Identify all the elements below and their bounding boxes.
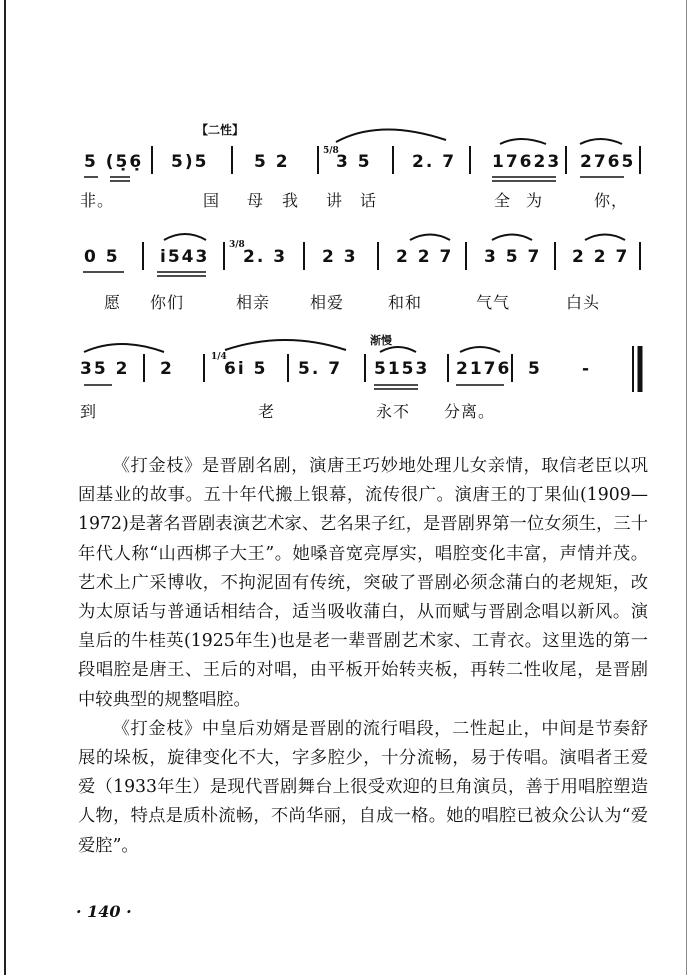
note-group: 2 2 7	[396, 247, 454, 267]
page-number: · 140 ·	[76, 902, 132, 921]
note-group: 2765	[580, 152, 636, 172]
note-group: 5)5	[171, 152, 209, 172]
lyric: 分离。	[444, 402, 496, 421]
lyric: 国	[203, 191, 221, 210]
paragraph: 《打金枝》中皇后劝婿是晋剧的流行唱段，二性起止，中间是节奏舒展的垛板，旋律变化不大，字多腔少，十分流畅，易于传唱。演唱者王爱爱（1933年生）是现代晋剧舞台上很受欢迎的旦角演员，善于用唱腔塑造人物，特点是质朴流畅，不尚华丽，自成一格。她的唱腔已被众公认为“爱爱腔”。	[78, 718, 648, 856]
tempo-tag: 渐慢	[370, 334, 392, 347]
music-score	[0, 0, 690, 430]
lyric: 到	[80, 402, 98, 421]
lyric: 母	[247, 191, 265, 210]
note-group: 2 2 7	[572, 247, 630, 267]
lyric: 讲	[326, 191, 344, 210]
lyric: 你，	[594, 191, 629, 210]
commentary	[78, 452, 648, 861]
note-group: 5. 7	[298, 359, 343, 379]
note-group: 0 5	[84, 247, 120, 267]
lyric: 话	[360, 191, 378, 210]
section-tag: 【二性】	[196, 123, 245, 137]
lyric: 我	[282, 191, 300, 210]
time-signature-2: 3/8	[229, 240, 245, 250]
note-group: 2	[160, 359, 174, 379]
lyric: 白头	[566, 293, 601, 312]
paragraph: 《打金枝》是晋剧名剧，演唐王巧妙地处理儿女亲情，取信老臣以巩固基业的故事。五十年代搬上银幕，流传很广。演唐王的丁果仙(1909—1972)是著名晋剧表演艺术家、艺名果子红，是晋剧界第一位女须生，三十年代人称“山西梆子大王”。她嗓音宽亮厚实，唱腔变化丰富，声情并茂。艺术上广采博收，不拘泥固有传统，突破了晋剧必须念蒲白的老规矩，改为太原话与普通话相结合，适当吸收蒲白，从而赋与晋剧念唱以新风。演皇后的牛桂英(1925年生)也是老一辈晋剧艺术家、工青衣。这里选的第一段唱腔是唐王、王后的对唱，由平板开始转夹板，再转二性收尾，是晋剧中较典型的规整唱腔。	[78, 456, 648, 710]
note-group: 5	[528, 359, 542, 379]
lyric: 和和	[388, 293, 423, 312]
note-group: 35 2	[80, 359, 130, 379]
note-group: 17623	[492, 152, 562, 172]
lyric: 非。	[80, 191, 115, 210]
time-signature-1: 5/8	[323, 146, 339, 156]
note-group: 2. 3	[243, 247, 288, 267]
lyric: 老	[258, 402, 276, 421]
lyric: 相亲	[236, 293, 271, 312]
note-group: 5 (5̣6̣	[84, 152, 144, 172]
time-signature-3: 1/4	[211, 352, 227, 362]
lyric: 气气	[476, 293, 511, 312]
lyric: 永不	[376, 402, 411, 421]
note-group: 2. 7	[412, 152, 457, 172]
note-group: 3 5 7	[484, 247, 542, 267]
note-group: 2 3	[322, 247, 358, 267]
note-group: i543	[160, 247, 210, 267]
lyric: 全	[494, 191, 512, 210]
lyric: 你们	[150, 293, 185, 312]
note-group: 5 2	[254, 152, 290, 172]
note-group: 6i 5	[224, 359, 268, 379]
note-group: 2176	[456, 359, 512, 379]
note-group: 3 5	[336, 152, 372, 172]
lyric: 相爱	[310, 293, 345, 312]
lyric: 为	[526, 191, 544, 210]
note-group: -	[582, 359, 592, 379]
note-group: 5153	[374, 359, 430, 379]
lyric: 愿	[104, 293, 122, 312]
